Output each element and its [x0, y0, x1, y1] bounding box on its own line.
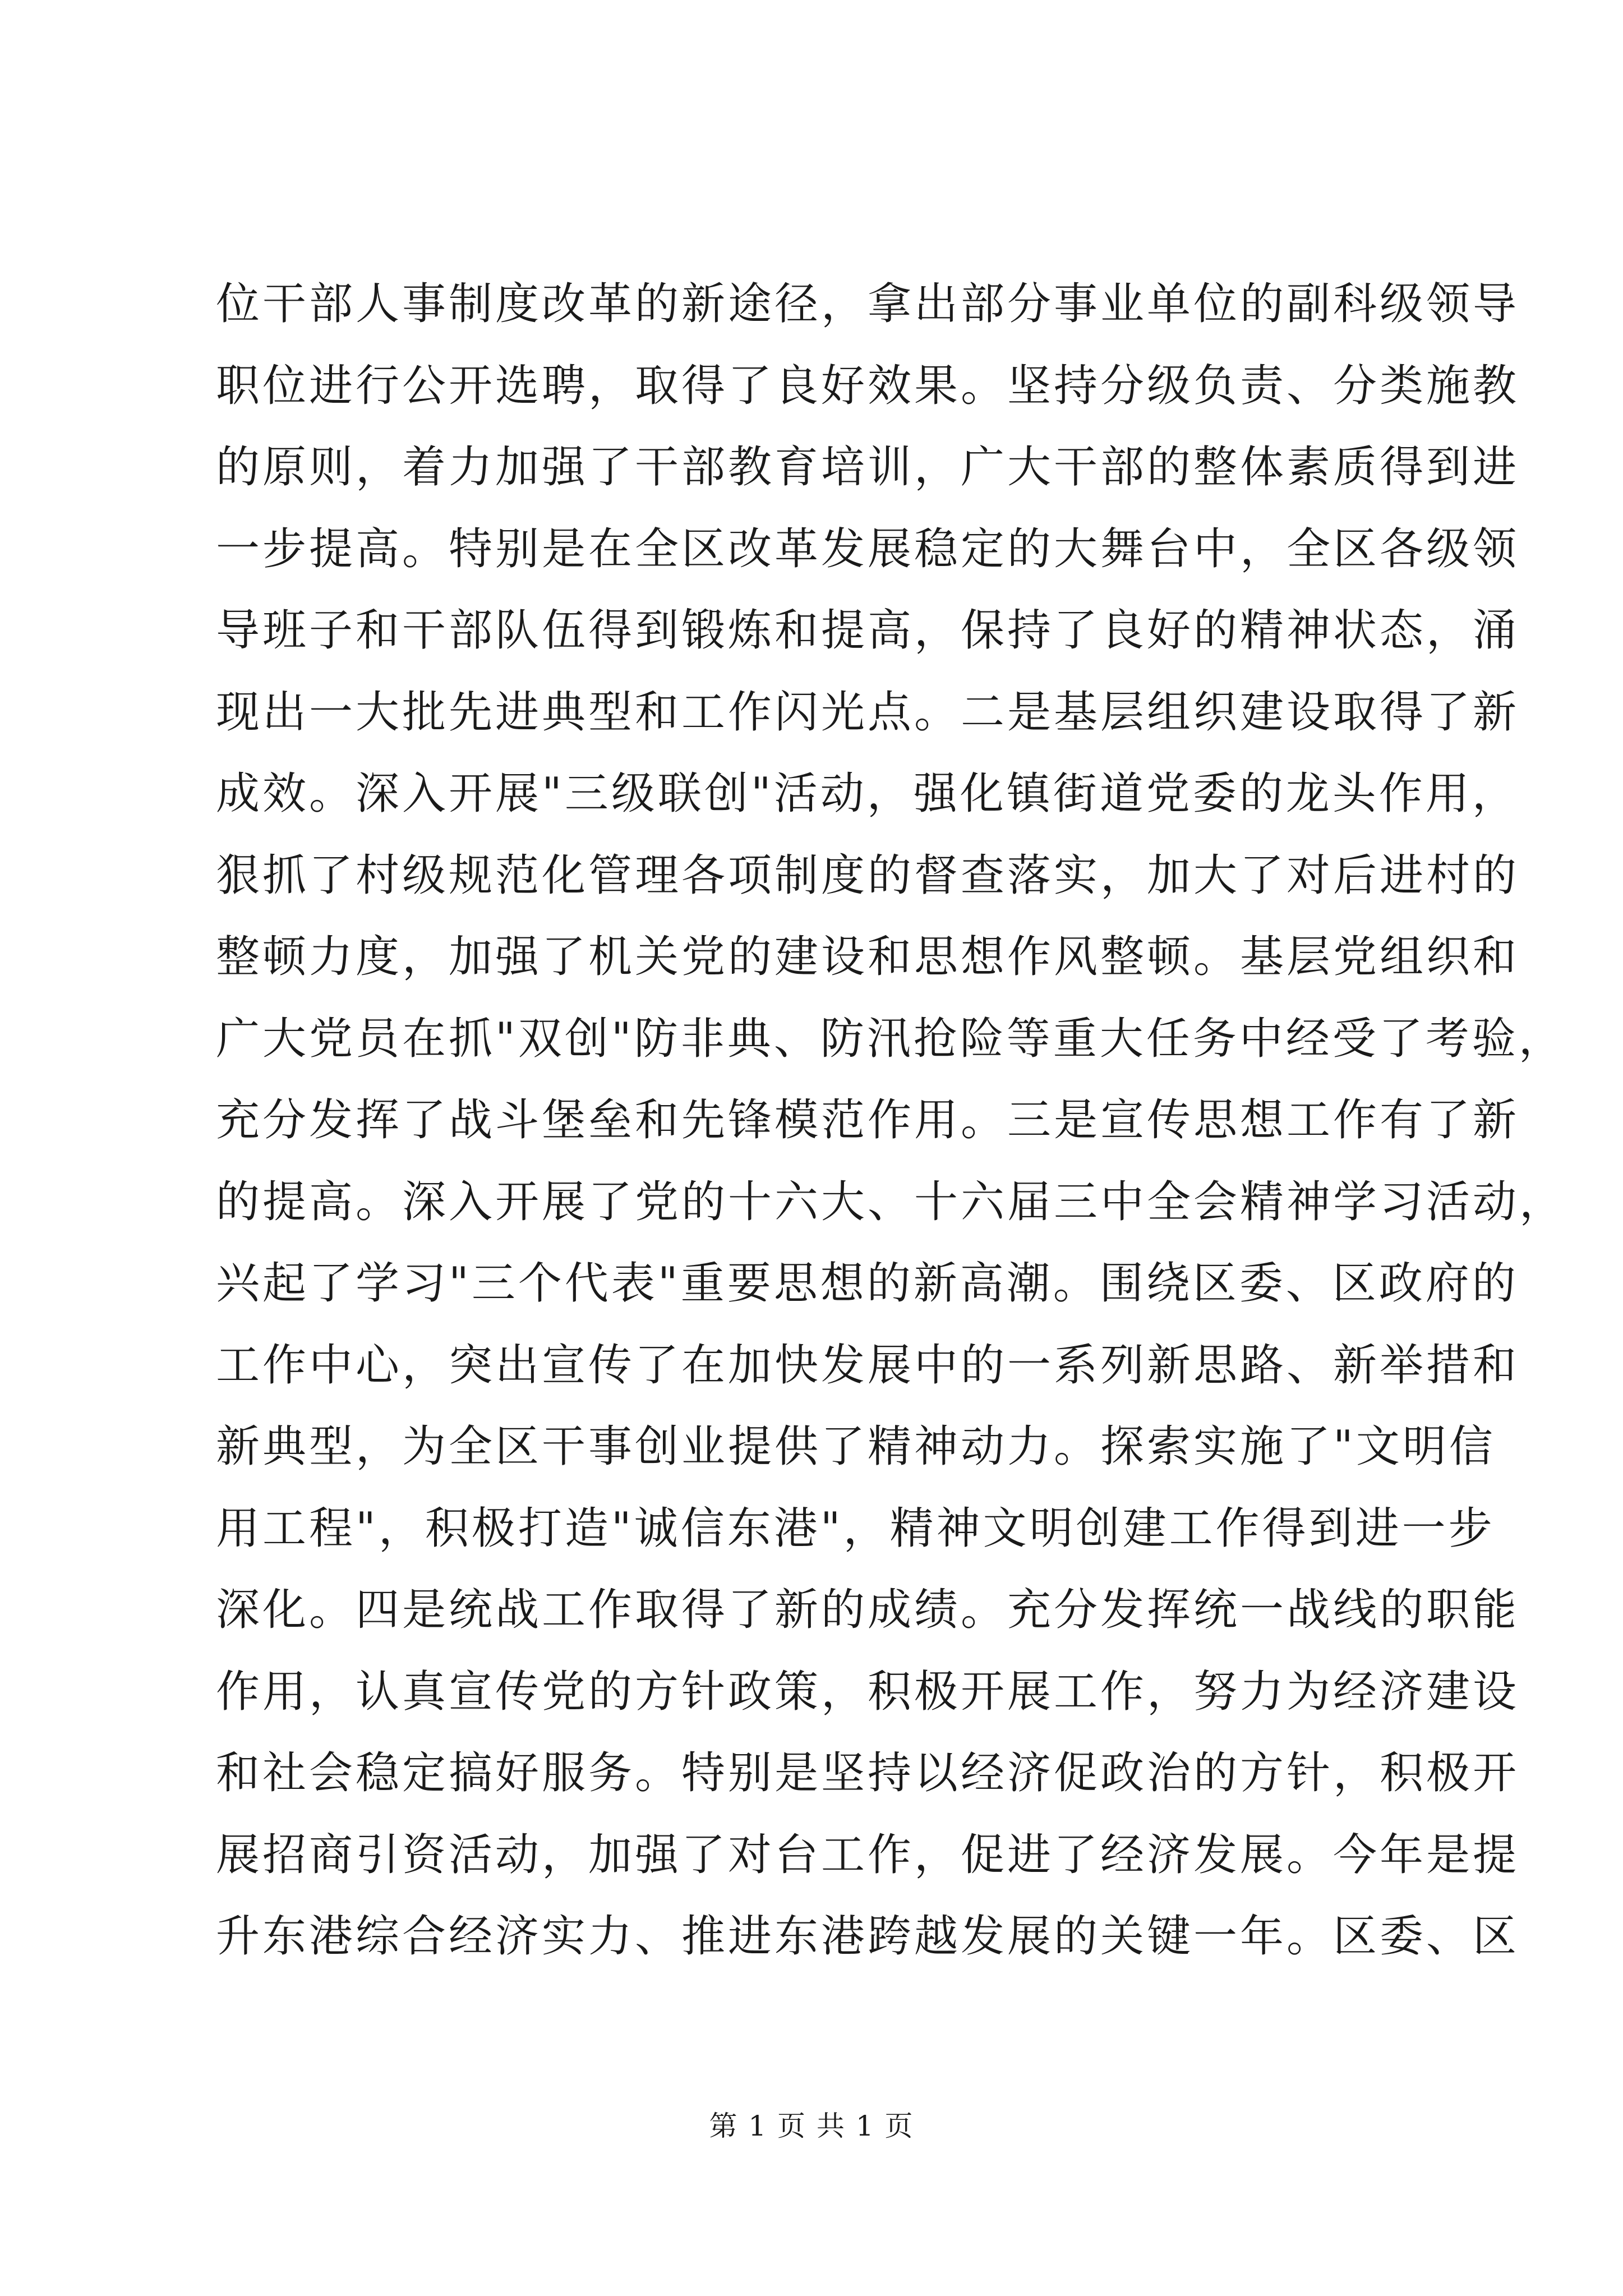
text-line: 充分发挥了战斗堡垒和先锋模范作用。三是宣传思想工作有了新 [216, 1095, 1520, 1145]
text-line: 整顿力度，加强了机关党的建设和思想作风整顿。基层党组织和 [216, 932, 1520, 982]
text-line: 狠抓了村级规范化管理各项制度的督查落实，加大了对后进村的 [216, 850, 1520, 901]
text-line: 工作中心，突出宣传了在加快发展中的一系列新思路、新举措和 [216, 1340, 1520, 1391]
text-line: 导班子和干部队伍得到锻炼和提高，保持了良好的精神状态，涌 [216, 605, 1520, 656]
text-line: 用工程"，积极打造"诚信东港"，精神文明创建工作得到进一步 [216, 1503, 1495, 1554]
text-line: 职位进行公开选聘，取得了良好效果。坚持分级负责、分类施教 [216, 360, 1520, 411]
text-line: 的原则，着力加强了干部教育培训，广大干部的整体素质得到进 [216, 442, 1520, 493]
page-number-footer: 第 1 页 共 1 页 [709, 2110, 914, 2142]
text-line: 现出一大批先进典型和工作闪光点。二是基层组织建设取得了新 [216, 687, 1520, 738]
text-line: 成效。深入开展"三级联创"活动，强化镇街道党委的龙头作用， [216, 769, 1519, 819]
text-line: 兴起了学习"三个代表"重要思想的新高潮。围绕区委、区政府的 [216, 1258, 1519, 1309]
text-line: 位干部人事制度改革的新途径，拿出部分事业单位的副科级领导 [216, 279, 1520, 329]
text-line: 一步提高。特别是在全区改革发展稳定的大舞台中，全区各级领 [216, 523, 1520, 574]
text-line: 升东港综合经济实力、推进东港跨越发展的关键一年。区委、区 [216, 1911, 1520, 1962]
text-line: 的提高。深入开展了党的十六大、十六届三中全会精神学习活动， [216, 1176, 1566, 1227]
text-line: 新典型，为全区干事创业提供了精神动力。探索实施了"文明信 [216, 1421, 1496, 1472]
text-line: 和社会稳定搞好服务。特别是坚持以经济促政治的方针，积极开 [216, 1748, 1520, 1798]
text-line: 展招商引资活动，加强了对台工作，促进了经济发展。今年是提 [216, 1829, 1520, 1880]
text-line: 深化。四是统战工作取得了新的成绩。充分发挥统一战线的职能 [216, 1585, 1520, 1635]
text-line: 作用，认真宣传党的方针政策，积极开展工作，努力为经济建设 [216, 1666, 1520, 1717]
text-line: 广大党员在抓"双创"防非典、防汛抢险等重大任务中经受了考验， [216, 1013, 1565, 1064]
body-text [216, 264, 1566, 1978]
